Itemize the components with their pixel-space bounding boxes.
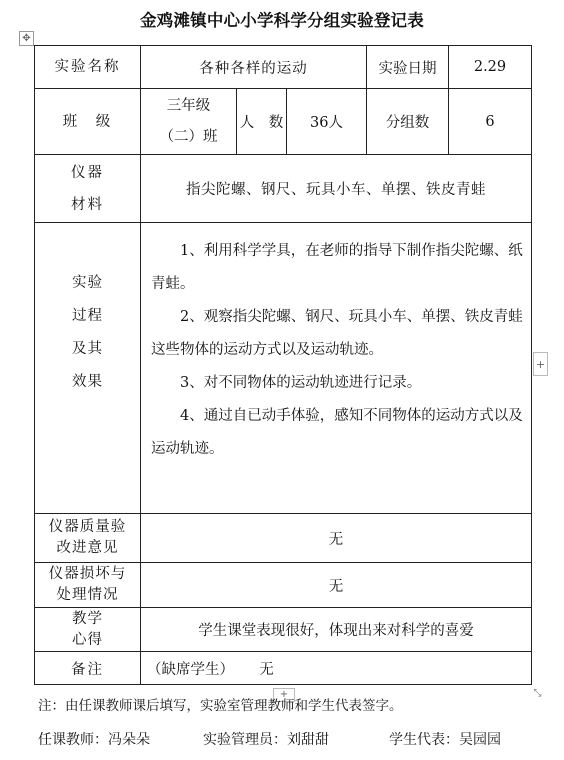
add-column-plus-icon[interactable]: +: [533, 352, 548, 376]
insight-label: [35, 608, 141, 652]
materials-label-line1: 仪器: [71, 164, 104, 181]
damage-label-line2: 处理情况: [56, 587, 119, 603]
registration-table: [34, 45, 532, 685]
materials-label: [35, 155, 141, 223]
row-process: [35, 223, 532, 514]
insight-value[interactable]: 学生课堂表现很好，体现出来对科学的喜爱: [141, 608, 532, 652]
people-label: 人 数: [237, 89, 287, 155]
class-value-line2: （二）班: [159, 128, 218, 145]
people-value[interactable]: 36人: [287, 89, 367, 155]
groups-value[interactable]: 6: [449, 89, 532, 155]
lab-manager-signature: 实验管理员：刘甜甜: [203, 732, 329, 748]
student-rep-signature: 学生代表：吴园园: [389, 732, 501, 748]
row-insight: [35, 608, 532, 652]
experiment-name-value[interactable]: 各种各样的运动: [141, 46, 367, 89]
experiment-date-label: 实验日期: [367, 46, 449, 89]
process-step-1: 1、利用科学学具，在老师的指导下制作指尖陀螺、纸青蛙。: [151, 243, 523, 292]
process-step-2: 2、观察指尖陀螺、钢尺、玩具小车、单摆、铁皮青蛙这些物体的运动方式以及运动轨迹。: [151, 309, 523, 358]
footnote: 注：由任课教师课后填写，实验室管理教师和学生代表签字。: [38, 698, 403, 714]
row-class: [35, 89, 532, 155]
groups-label: 分组数: [367, 89, 449, 155]
insight-label-line1: 教学: [72, 610, 103, 627]
row-remark: [35, 652, 532, 685]
row-damage: [35, 563, 532, 608]
damage-value[interactable]: 无: [141, 563, 532, 608]
process-value[interactable]: [141, 223, 532, 514]
process-label-line1: 实验: [72, 275, 103, 291]
process-label-line2: 过程: [72, 308, 103, 324]
add-row-plus-icon[interactable]: +: [273, 688, 295, 702]
quality-label: [35, 514, 141, 563]
materials-value[interactable]: 指尖陀螺、钢尺、玩具小车、单摆、铁皮青蛙: [141, 155, 532, 223]
process-label: [35, 223, 141, 514]
table-resize-icon[interactable]: ⤡: [533, 688, 542, 699]
class-label: 班 级: [35, 89, 141, 155]
remark-absent-value: 无: [259, 661, 274, 678]
remark-value[interactable]: [141, 652, 532, 685]
experiment-date-value[interactable]: 2.29: [449, 46, 532, 89]
class-value[interactable]: [141, 89, 237, 155]
table-move-handle-icon[interactable]: ✥: [19, 31, 34, 46]
class-value-line1: 三年级: [166, 97, 211, 114]
row-materials: [35, 155, 532, 223]
row-experiment-name: [35, 46, 532, 89]
process-label-line4: 效果: [72, 374, 103, 390]
quality-value[interactable]: 无: [141, 514, 532, 563]
damage-label: [35, 563, 141, 608]
quality-label-line1: 仪器质量验: [48, 519, 127, 535]
process-label-line3: 及其: [72, 341, 103, 357]
insight-label-line2: 心得: [72, 631, 103, 648]
remark-absent-label: （缺席学生）: [147, 661, 234, 678]
remark-label: 备注: [35, 652, 141, 685]
process-step-4: 4、通过自已动手体验，感知不同物体的运动方式以及运动轨迹。: [151, 408, 523, 457]
teacher-signature: 任课教师：冯朵朵: [38, 732, 150, 748]
quality-label-line2: 改进意见: [56, 540, 119, 556]
damage-label-line1: 仪器损坏与: [48, 566, 127, 582]
process-step-3: 3、对不同物体的运动轨迹进行记录。: [180, 375, 422, 391]
materials-label-line2: 材料: [71, 196, 104, 213]
row-quality: [35, 514, 532, 563]
experiment-name-label: 实验名称: [35, 46, 141, 89]
page-title: 金鸡滩镇中心小学科学分组实验登记表: [140, 11, 424, 30]
